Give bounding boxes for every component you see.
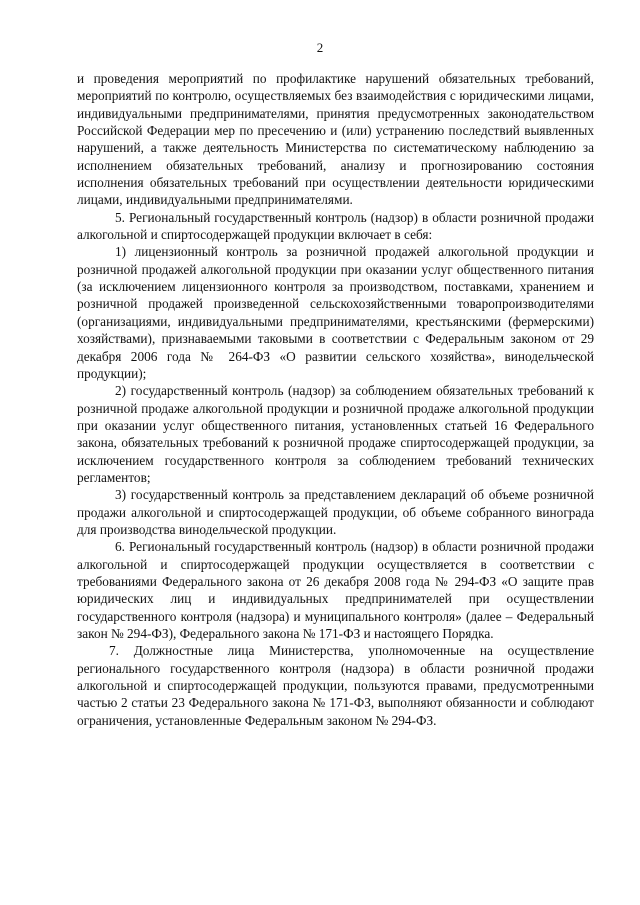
paragraph-item-5: 5. Региональный государственный контроль (надзор) в области розничной продажи алкогольной и спиртосодержащей продукции включает в себя:: [77, 209, 594, 243]
paragraph-continuation: и проведения мероприятий по профилактике нарушений обязательных требований, мероприятий по контролю, осуществляемых без взаимодействия с юридическими лицами, индивидуальными предпринимателями, принятия предусмотренных законодательством Российской Федерации мер по пресечению и (или) устранению последствий выявленных нарушений, а также деятельность Министерства по систематическому наблюдению за исполнением обязательных требований, анализу и прогнозированию состояния исполнения обязательных требований при осуществлении деятельности юридическими лицами, индивидуальными предпринимателями.: [77, 71, 594, 208]
paragraph-subitem-2: 2) государственный контроль (надзор) за соблюдением обязательных требований к розничной продаже алкогольной продукции и розничной продаже алкогольной продукции при оказании услуг общественного питания, установленных статьей 16 Федерального закона, обязательных требований к розничной продаже спиртосодержащей продукции, за исключением государственного контроля за соблюдением требований технических регламентов;: [77, 383, 594, 485]
document-body: [77, 70, 594, 729]
paragraph-subitem-1: 1) лицензионный контроль за розничной продажей алкогольной продукции и розничной продажей алкогольной продукции при оказании услуг общественного питания (за исключением лицензионного контроля за производством, поставками, хранением и розничной продажей произведенной сельскохозяйственными товаропроизводителями (организациями, индивидуальными предпринимателями, крестьянскими (фермерскими) хозяйствами), признаваемыми таковыми в соответствии с Федеральным законом от 29 декабря 2006 года № 264-ФЗ «О развитии сельского хозяйства», винодельческой продукции);: [77, 244, 594, 381]
paragraph-subitem-3: 3) государственный контроль за представлением деклараций об объеме розничной продажи алкогольной и спиртосодержащей продукции, об объеме собранного винограда для производства винодельческой продукции.: [77, 487, 594, 537]
page-number: 2: [316, 40, 324, 55]
paragraph-item-7: 7. Должностные лица Министерства, уполномоченные на осуществление регионального государственного контроля (надзора) в области розничной продажи алкогольной и спиртосодержащей продукции, пользуются правами, предусмотренными частью 2 статьи 23 Федерального закона № 171-ФЗ, выполняют обязанности и соблюдают ограничения, установленные Федеральным законом № 294-ФЗ.: [77, 643, 594, 728]
paragraph-item-6: 6. Региональный государственный контроль (надзор) в области розничной продажи алкогольной и спиртосодержащей продукции осуществляется в соответствии с требованиями Федерального закона от 26 декабря 2008 года № 294-ФЗ «О защите прав юридических лиц и индивидуальных предпринимателей при осуществлении государственного контроля (надзора) и муниципального контроля» (далее – Федеральный закон № 294-ФЗ), Федерального закона № 171-ФЗ и настоящего Порядка.: [77, 539, 594, 641]
